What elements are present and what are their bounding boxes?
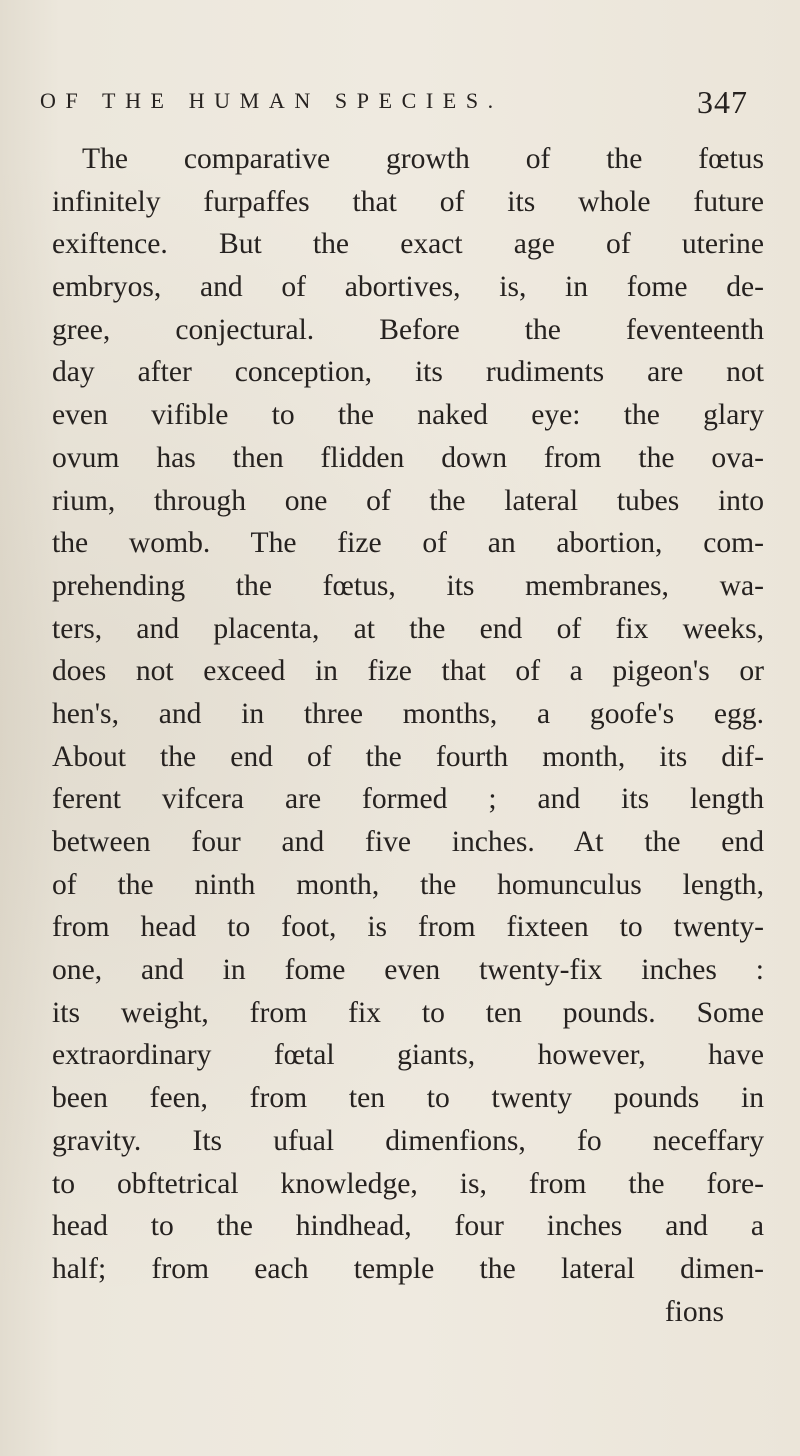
text-line: head to the hindhead, four inches and a [52, 1210, 764, 1243]
text-line: embryos, and of abortives, is, in fome de- [52, 271, 764, 304]
text-line: to obftetrical knowledge, is, from the fore- [52, 1167, 764, 1200]
body-text [52, 138, 764, 1333]
text-line: ovum has then flidden down from the ova- [52, 441, 764, 474]
text-line: About the end of the fourth month, its dif- [52, 740, 764, 773]
text-line: ferent vifcera are formed ; and its length [52, 783, 764, 816]
text-line: exiftence. But the exact age of uterine [52, 228, 764, 261]
text-line: from head to foot, is from fixteen to twenty- [52, 911, 764, 944]
page-number: 347 [697, 84, 748, 120]
running-head-title: OF THE HUMAN SPECIES. [40, 88, 503, 113]
text-line: been feen, from ten to twenty pounds in [52, 1082, 764, 1115]
text-line: extraordinary fœtal giants, however, have [52, 1039, 764, 1072]
running-head [40, 86, 760, 126]
text-line: of the ninth month, the homunculus length, [52, 868, 764, 901]
text-line: its weight, from fix to ten pounds. Some [52, 996, 764, 1029]
text-line: between four and five inches. At the end [52, 826, 764, 858]
text-line: the womb. The fize of an abortion, com- [52, 527, 764, 560]
text-line: even vifible to the naked eye: the glary [52, 399, 764, 432]
text-line: half; from each temple the lateral dimen- [52, 1252, 764, 1285]
text-line: infinitely furpaffes that of its whole future [52, 185, 764, 218]
text-line: day after conception, its rudiments are not [52, 356, 764, 389]
text-line: one, and in fome even twenty-fix inches : [52, 954, 764, 987]
catchword-line: fions [664, 1295, 724, 1328]
text-line: prehending the fœtus, its membranes, wa- [52, 569, 764, 602]
text-line: ters, and placenta, at the end of fix weeks, [52, 612, 764, 645]
text-line: gree, conjectural. Before the feventeenth [52, 313, 764, 346]
text-line: gravity. Its ufual dimenfions, fo neceffary [52, 1124, 764, 1157]
text-line: The comparative growth of the fœtus [82, 143, 764, 175]
text-line: hen's, and in three months, a goofe's egg. [52, 697, 764, 730]
text-line: rium, through one of the lateral tubes into [52, 484, 764, 517]
text-line: does not exceed in fize that of a pigeon's or [52, 655, 764, 688]
